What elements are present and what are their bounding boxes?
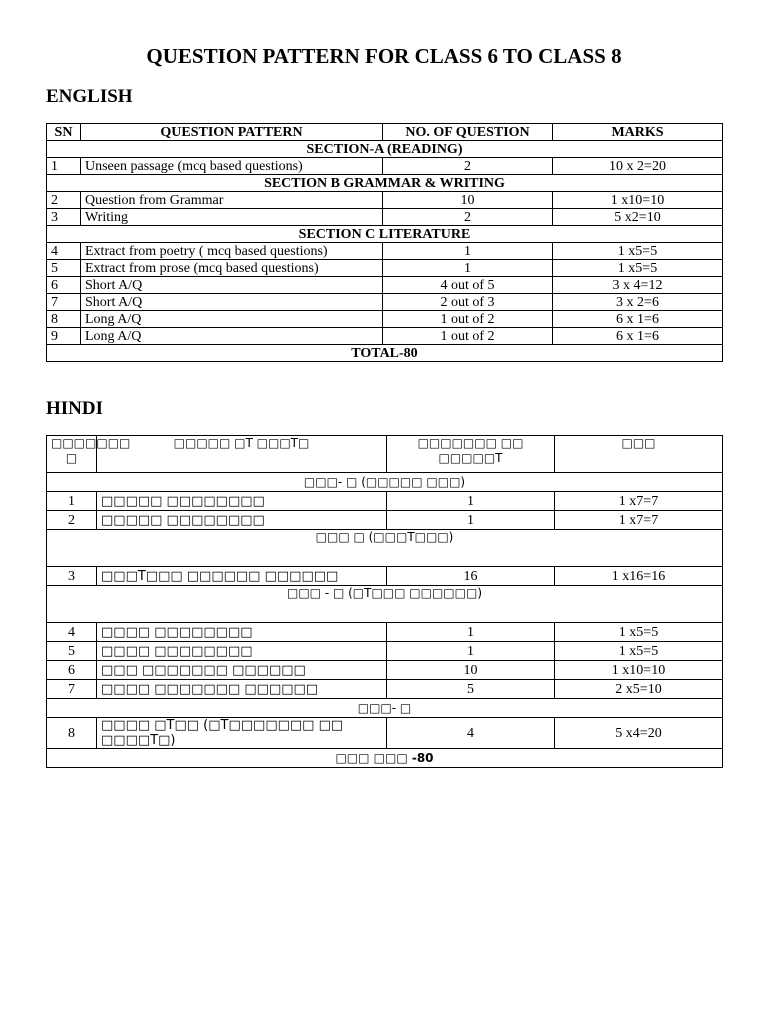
row-sn: 2 bbox=[47, 511, 97, 530]
row-sn: 2 bbox=[47, 192, 81, 209]
row-count: 4 bbox=[387, 718, 555, 749]
header-pattern: QUESTION PATTERN bbox=[81, 124, 383, 141]
table-header-row bbox=[47, 436, 723, 473]
header-sn: SN bbox=[47, 124, 81, 141]
header-marks: □□□ bbox=[555, 436, 723, 473]
row-count: 1 bbox=[387, 623, 555, 642]
header-pattern: □□□□□ □T □□□T□ bbox=[97, 436, 387, 473]
row-count: 1 out of 2 bbox=[383, 328, 553, 345]
total-value: TOTAL-80 bbox=[47, 345, 723, 362]
row-pattern: □□□ □□□□□□□ □□□□□□ bbox=[97, 661, 387, 680]
section-row bbox=[47, 226, 723, 243]
table-row bbox=[47, 623, 723, 642]
row-sn: 5 bbox=[47, 642, 97, 661]
row-sn: 1 bbox=[47, 158, 81, 175]
row-sn: 6 bbox=[47, 277, 81, 294]
section-row bbox=[47, 473, 723, 492]
row-pattern: □□□□ □□□□□□□□ bbox=[97, 642, 387, 661]
row-pattern: Short A/Q bbox=[81, 277, 383, 294]
row-pattern: Question from Grammar bbox=[81, 192, 383, 209]
table-row bbox=[47, 294, 723, 311]
table-row bbox=[47, 718, 723, 749]
page-title: QUESTION PATTERN FOR CLASS 6 TO CLASS 8 bbox=[146, 44, 622, 68]
table-row bbox=[47, 511, 723, 530]
section-title: □□□- □ bbox=[47, 699, 723, 718]
row-sn: 3 bbox=[47, 209, 81, 226]
row-sn: 5 bbox=[47, 260, 81, 277]
section-title: □□□- □ (□□□□□ □□□) bbox=[47, 473, 723, 492]
row-marks: 2 x5=10 bbox=[555, 680, 723, 699]
row-marks: 3 x 4=12 bbox=[553, 277, 723, 294]
table-header-row bbox=[47, 124, 723, 141]
row-marks: 1 x7=7 bbox=[555, 492, 723, 511]
section-title: □□□ - □ (□T□□□ □□□□□□) bbox=[47, 586, 723, 623]
total-value: □□□ □□□ -80 bbox=[47, 749, 723, 768]
row-pattern: □□□□ □□□□□□□ □□□□□□ bbox=[97, 680, 387, 699]
row-count: 5 bbox=[387, 680, 555, 699]
row-pattern: □□□□□ □□□□□□□□ bbox=[97, 511, 387, 530]
header-marks: MARKS bbox=[553, 124, 723, 141]
section-row bbox=[47, 586, 723, 623]
row-marks: 6 x 1=6 bbox=[553, 311, 723, 328]
section-row bbox=[47, 699, 723, 718]
header-count: NO. OF QUESTION bbox=[383, 124, 553, 141]
header-count: □□□□□□□ □□ □□□□□T bbox=[387, 436, 555, 473]
row-count: 1 bbox=[387, 492, 555, 511]
hindi-heading: HINDI bbox=[46, 398, 104, 419]
row-sn: 8 bbox=[47, 311, 81, 328]
row-marks: 10 x 2=20 bbox=[553, 158, 723, 175]
header-sn: □□□□□□□ □ bbox=[47, 436, 97, 473]
row-count: 16 bbox=[387, 567, 555, 586]
row-marks: 3 x 2=6 bbox=[553, 294, 723, 311]
row-pattern: □□□□ □T□□ (□T□□□□□□□ □□ □□□□T□) bbox=[97, 718, 387, 749]
row-pattern: Short A/Q bbox=[81, 294, 383, 311]
row-sn: 9 bbox=[47, 328, 81, 345]
table-row bbox=[47, 567, 723, 586]
row-marks: 1 x7=7 bbox=[555, 511, 723, 530]
row-pattern: Unseen passage (mcq based questions) bbox=[81, 158, 383, 175]
row-marks: 1 x5=5 bbox=[553, 260, 723, 277]
section-title: SECTION-A (READING) bbox=[47, 141, 723, 158]
hindi-question-table bbox=[46, 435, 723, 768]
row-count: 10 bbox=[387, 661, 555, 680]
table-row bbox=[47, 260, 723, 277]
row-marks: 1 x5=5 bbox=[553, 243, 723, 260]
row-pattern: Extract from prose (mcq based questions) bbox=[81, 260, 383, 277]
table-row bbox=[47, 492, 723, 511]
row-pattern: Writing bbox=[81, 209, 383, 226]
row-marks: 5 x4=20 bbox=[555, 718, 723, 749]
row-count: 2 bbox=[383, 158, 553, 175]
row-marks: 1 x10=10 bbox=[553, 192, 723, 209]
row-count: 1 bbox=[383, 243, 553, 260]
english-question-table bbox=[46, 123, 723, 362]
row-sn: 7 bbox=[47, 294, 81, 311]
section-title: SECTION B GRAMMAR & WRITING bbox=[47, 175, 723, 192]
row-sn: 1 bbox=[47, 492, 97, 511]
row-marks: 6 x 1=6 bbox=[553, 328, 723, 345]
row-sn: 6 bbox=[47, 661, 97, 680]
row-count: 1 bbox=[387, 642, 555, 661]
table-row bbox=[47, 328, 723, 345]
total-row bbox=[47, 345, 723, 362]
row-count: 4 out of 5 bbox=[383, 277, 553, 294]
row-sn: 4 bbox=[47, 623, 97, 642]
row-pattern: Long A/Q bbox=[81, 328, 383, 345]
table-row bbox=[47, 642, 723, 661]
row-pattern: Long A/Q bbox=[81, 311, 383, 328]
row-marks: 1 x5=5 bbox=[555, 623, 723, 642]
row-count: 1 bbox=[383, 260, 553, 277]
row-sn: 7 bbox=[47, 680, 97, 699]
row-sn: 4 bbox=[47, 243, 81, 260]
english-heading: ENGLISH bbox=[46, 86, 133, 107]
row-pattern: □□□□ □□□□□□□□ bbox=[97, 623, 387, 642]
table-row bbox=[47, 209, 723, 226]
section-title: □□□ □ (□□□T□□□) bbox=[47, 530, 723, 567]
row-pattern: □□□T□□□ □□□□□□ □□□□□□ bbox=[97, 567, 387, 586]
table-row bbox=[47, 192, 723, 209]
table-row bbox=[47, 158, 723, 175]
row-pattern: □□□□□ □□□□□□□□ bbox=[97, 492, 387, 511]
total-row bbox=[47, 749, 723, 768]
row-marks: 1 x5=5 bbox=[555, 642, 723, 661]
section-title: SECTION C LITERATURE bbox=[47, 226, 723, 243]
row-count: 2 out of 3 bbox=[383, 294, 553, 311]
row-marks: 1 x16=16 bbox=[555, 567, 723, 586]
table-row bbox=[47, 311, 723, 328]
row-sn: 3 bbox=[47, 567, 97, 586]
row-marks: 1 x10=10 bbox=[555, 661, 723, 680]
row-count: 10 bbox=[383, 192, 553, 209]
row-count: 1 out of 2 bbox=[383, 311, 553, 328]
row-count: 2 bbox=[383, 209, 553, 226]
row-marks: 5 x2=10 bbox=[553, 209, 723, 226]
row-count: 1 bbox=[387, 511, 555, 530]
row-pattern: Extract from poetry ( mcq based questions) bbox=[81, 243, 383, 260]
table-row bbox=[47, 680, 723, 699]
row-sn: 8 bbox=[47, 718, 97, 749]
section-row bbox=[47, 175, 723, 192]
section-row bbox=[47, 141, 723, 158]
table-row bbox=[47, 277, 723, 294]
table-row bbox=[47, 243, 723, 260]
table-row bbox=[47, 661, 723, 680]
section-row bbox=[47, 530, 723, 567]
